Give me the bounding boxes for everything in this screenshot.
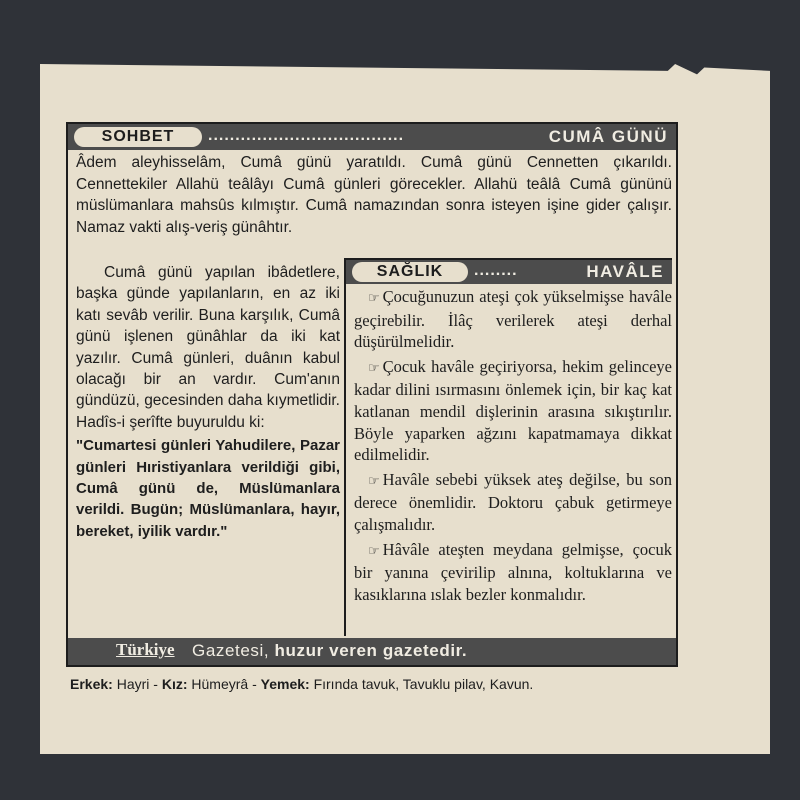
intro-paragraph: Âdem aleyhisselâm, Cumâ günü yaratıldı. Cumâ günü Cennetten çıkarıldı. Cennettekiler Allahü teâlâyı Cumâ günleri görecekler. Allahü teâlâ Cumâ gününü müslümanlara mahsûs kılmıştır. Cumâ namazından sonra isteyen işine gider çalışır. Namaz vakti alış-veriş günâhtır. [76, 154, 672, 236]
health-tips [354, 286, 672, 608]
health-tip [354, 539, 672, 606]
pointing-hand-icon: ☞ [368, 360, 380, 376]
yemek-label: Yemek: [260, 676, 310, 692]
gazete-word: Gazetesi, [192, 641, 270, 660]
pointing-hand-icon: ☞ [368, 291, 380, 306]
left-paragraph: Cumâ günü yapılan ibâdetlere, başka günde yapılanların, en az iki katı sevâb verilir. Buna karşılık, Cumâ günü işlenen günâhlar da iki kat yazılır. Cumâ günleri, duânın kabul olacağı bir an vardır. Cum'anın gündüzü, gecesinden daha kıymetlidir. Hadîs-i şerîfte buyuruldu ki: [76, 264, 340, 431]
slogan-text: huzur veren gazetedir. [274, 641, 468, 660]
pointing-hand-icon: ☞ [368, 473, 380, 489]
pointing-hand-icon: ☞ [368, 543, 380, 559]
saglik-label: SAĞLIK [352, 262, 468, 282]
turkiye-logo: Türkiye [116, 640, 175, 659]
health-tip [354, 356, 672, 466]
saglik-title: HAVÂLE [586, 262, 664, 281]
kiz-label: Kız: [161, 676, 188, 692]
left-column [76, 262, 340, 542]
yemek-text: Fırında tavuk, Tavuklu pilav, Kavun. [313, 676, 534, 692]
separator: - [153, 676, 158, 692]
tip-text: Çocuğunuzun ateşi çok yükselmişse havâle geçirebilir. İlâç verilerek ateşi derhal düşürülmelidir. [354, 287, 672, 352]
sohbet-header-bar [68, 124, 676, 150]
header-title: CUMÂ GÜNÜ [548, 127, 668, 146]
saglik-header-bar [346, 260, 672, 284]
hadith-quote: "Cumartesi günleri Yahudilere, Pazar günleri Hıristiyanlara verildiği gibi, Cumâ günü de, Müslümanlara verildi. Bugün; Müslümanlara, hayır, bereket, iyilik vardır." [76, 437, 340, 540]
erkek-label: Erkek: [70, 676, 113, 692]
tip-text: Çocuk havâle geçiriyorsa, hekim gelinceye kadar dilini ısırmasını önlemek için, bir kaç kat katlanan mendil dişlerinin arasına sıkıştırılır. Böyle yaparken ağzını kapatmamaya dikkat edilmelidir. [354, 356, 672, 465]
article-box [66, 122, 678, 667]
footer-slogan [192, 641, 467, 661]
health-tip [354, 286, 672, 353]
health-tip [354, 469, 672, 536]
sohbet-label: SOHBET [74, 127, 202, 147]
health-section [344, 258, 672, 636]
tip-text: Havâle sebebi yüksek ateş değilse, bu son derece önemlidir. Doktoru çabuk getirmeye çalışmalıdır. [354, 469, 672, 534]
separator: - [252, 676, 257, 692]
header-dots: .................................... [208, 127, 405, 144]
name-suggestions [70, 676, 533, 692]
tip-text: Hâvâle ateşten meydana gelmişse, çocuk bir yanına çevirilip alnına, koltuklarına ve kasıklarına ıslak bezler konmalıdır. [354, 539, 672, 604]
erkek-name: Hayri [116, 676, 150, 692]
kiz-name: Hümeyrâ [191, 676, 249, 692]
saglik-dots: ........ [474, 262, 518, 279]
footer-bar [68, 638, 676, 665]
intro-text [76, 152, 672, 238]
